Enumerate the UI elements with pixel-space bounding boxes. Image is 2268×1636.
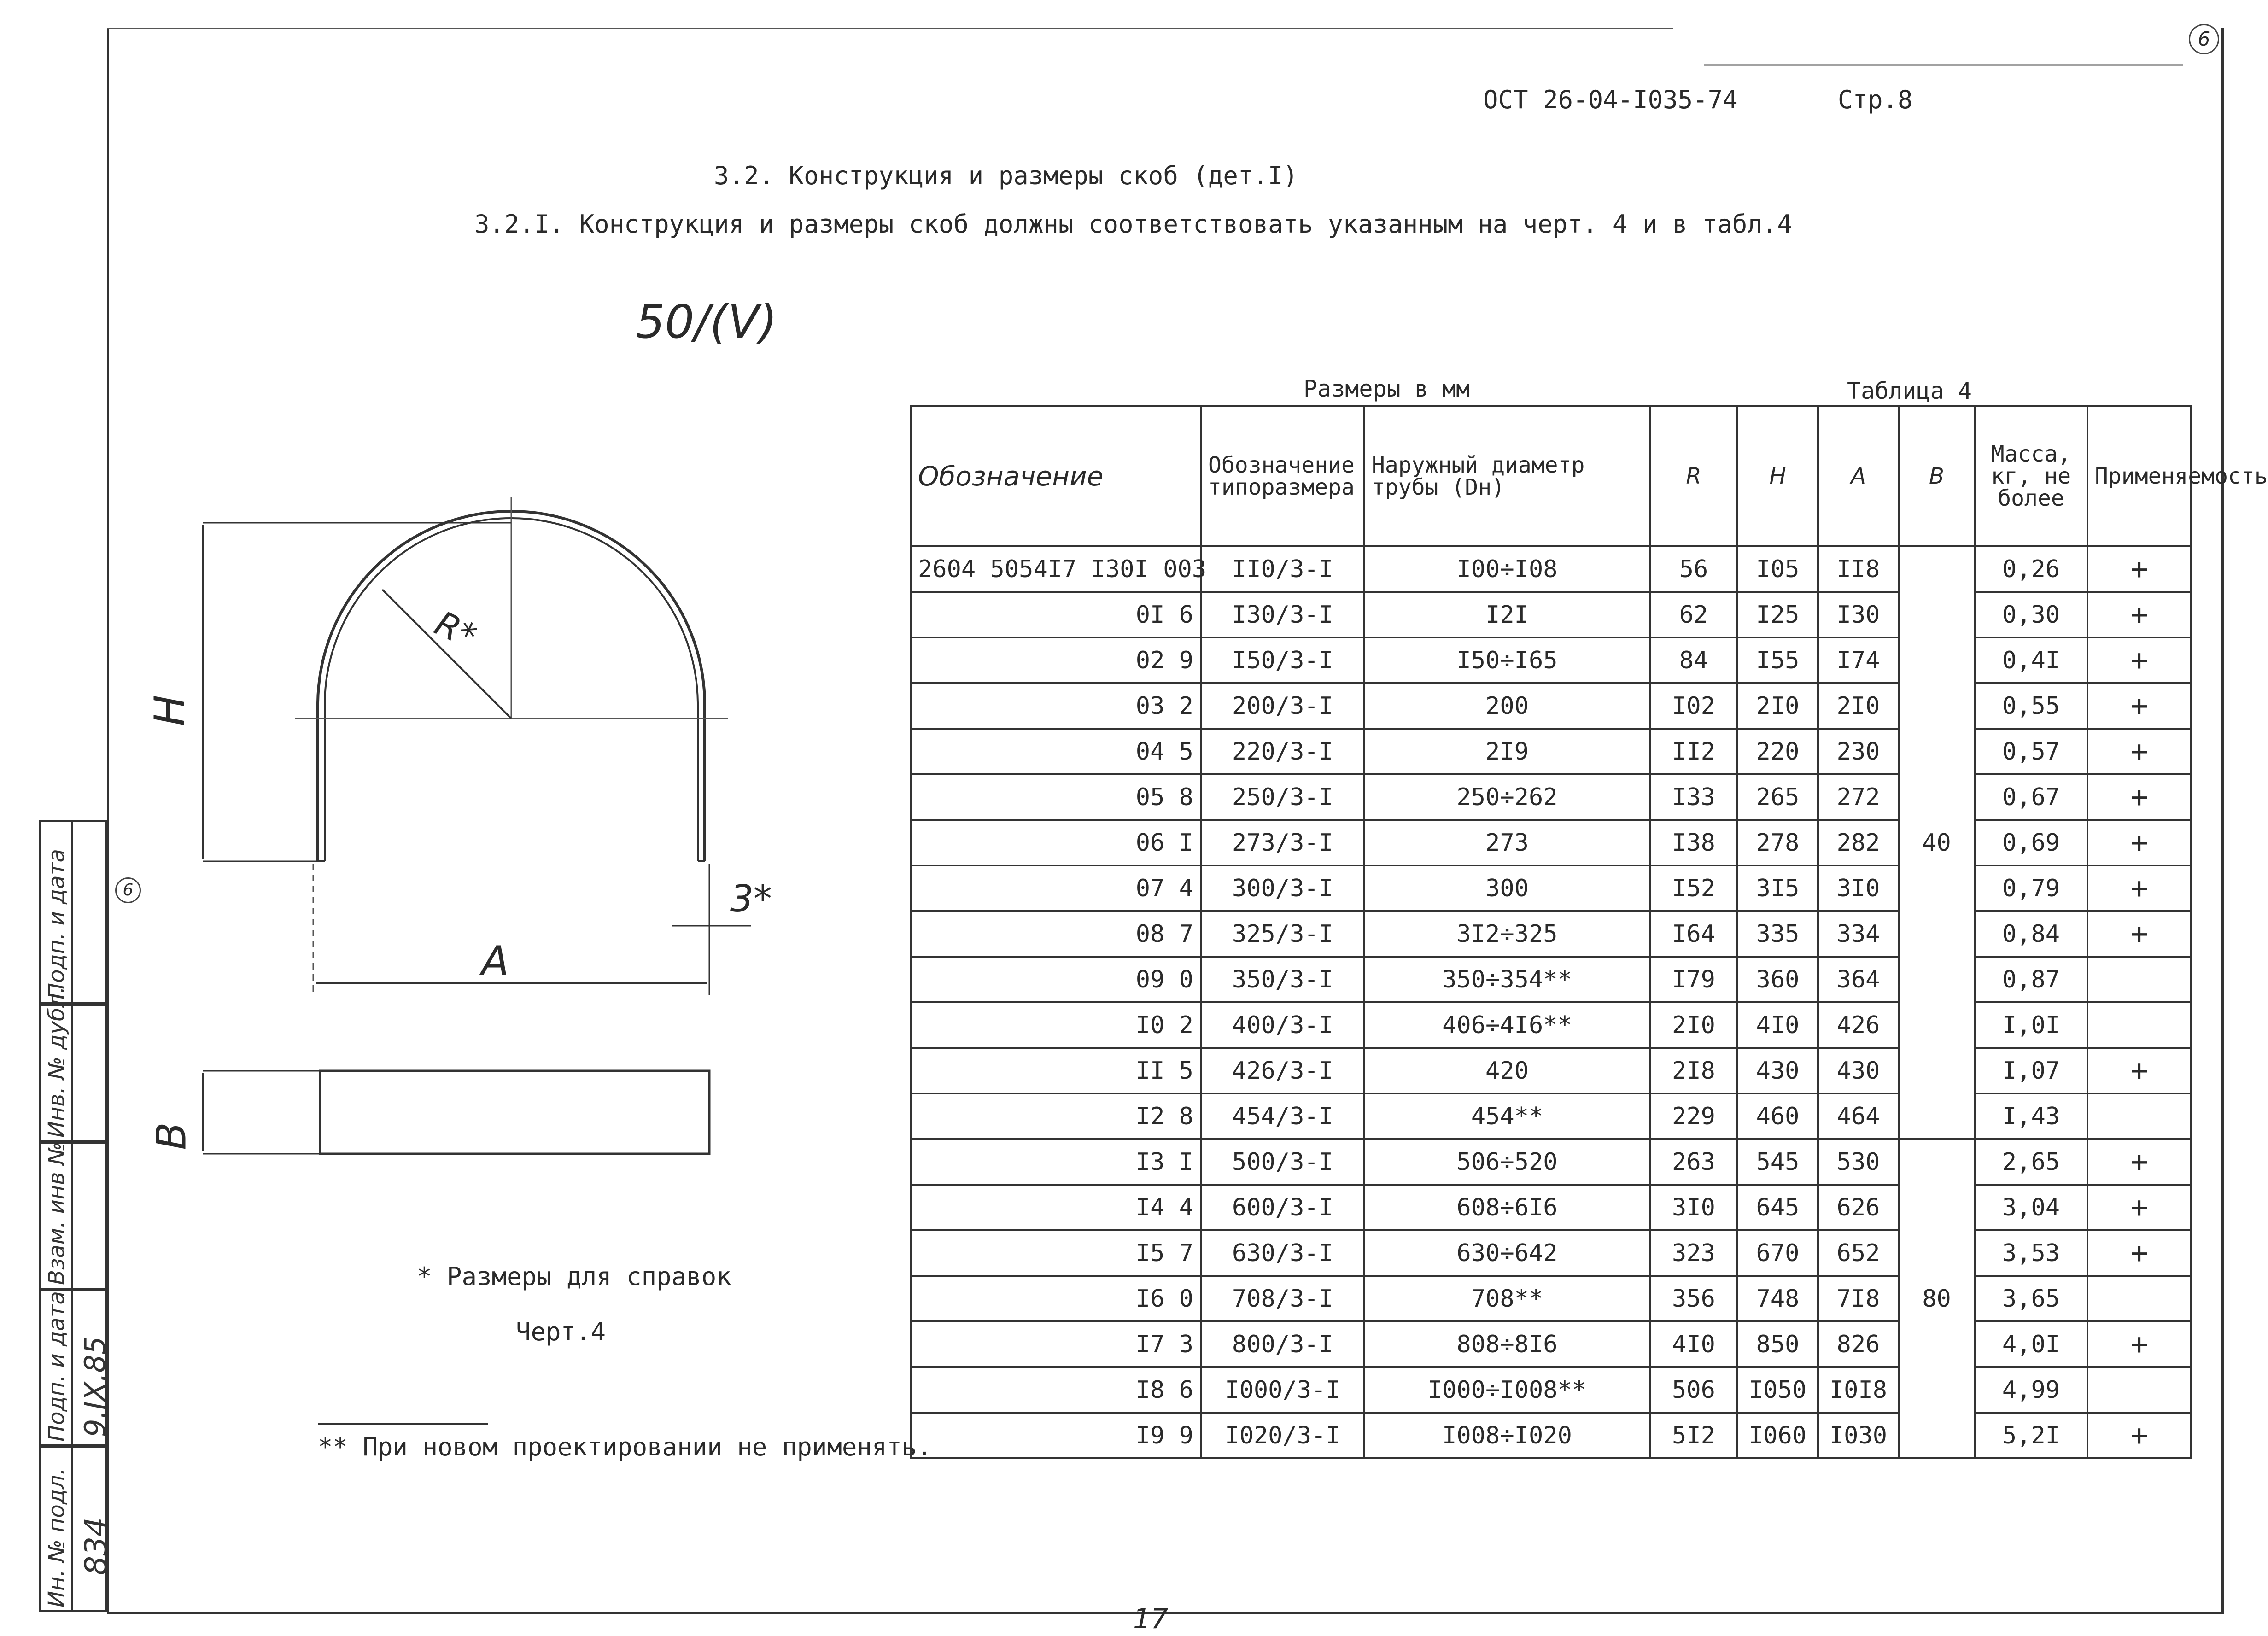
- cell-type: 220/3-I: [1201, 729, 1364, 774]
- table-4: [910, 405, 2268, 1459]
- cell-mass: 0,87: [1975, 957, 2087, 1002]
- cell-R: I33: [1650, 774, 1737, 820]
- cell-H: I25: [1737, 592, 1818, 637]
- cell-mass: 0,69: [1975, 820, 2087, 865]
- col-header-H: H: [1737, 406, 1818, 546]
- table-row: [911, 1276, 2191, 1321]
- cell-R: 506: [1650, 1367, 1737, 1413]
- cell-mass: I,0I: [1975, 1002, 2087, 1048]
- cell-designation: I9 9: [911, 1413, 1201, 1458]
- cell-A: 2I0: [1818, 683, 1899, 729]
- cell-diameter: 420: [1364, 1048, 1650, 1093]
- cell-type: II0/3-I: [1201, 546, 1364, 592]
- cell-H: 645: [1737, 1185, 1818, 1230]
- label-3: 3*: [730, 877, 772, 920]
- cell-usage: +: [2087, 1413, 2191, 1458]
- cell-diameter: 454**: [1364, 1093, 1650, 1139]
- cell-H: I05: [1737, 546, 1818, 592]
- cell-type: 273/3-I: [1201, 820, 1364, 865]
- cell-designation: I2 8: [911, 1093, 1201, 1139]
- cell-mass: 3,65: [1975, 1276, 2087, 1321]
- table-row: [911, 1002, 2191, 1048]
- cell-H: 278: [1737, 820, 1818, 865]
- stamp-label-5: Ин. № подл.: [44, 1468, 70, 1607]
- cell-mass: 2,65: [1975, 1139, 2087, 1185]
- roughness-mark: 50/(V): [636, 295, 777, 349]
- page-frame-top: [107, 28, 1673, 29]
- table-row: [911, 1367, 2191, 1413]
- cell-designation: I7 3: [911, 1321, 1201, 1367]
- col-header-diameter: Наружный диаметр трубы (Dн): [1364, 406, 1650, 546]
- table-row: [911, 637, 2191, 683]
- table-row: [911, 1093, 2191, 1139]
- cell-usage: [2087, 957, 2191, 1002]
- cell-diameter: 2I9: [1364, 729, 1650, 774]
- cell-A: 364: [1818, 957, 1899, 1002]
- cell-diameter: 808÷8I6: [1364, 1321, 1650, 1367]
- cell-H: 3I5: [1737, 865, 1818, 911]
- cell-A: 530: [1818, 1139, 1899, 1185]
- cell-mass: 3,53: [1975, 1230, 2087, 1276]
- cell-type: 300/3-I: [1201, 865, 1364, 911]
- cell-designation: I6 0: [911, 1276, 1201, 1321]
- table-row: [911, 683, 2191, 729]
- table-row: [911, 957, 2191, 1002]
- bracket-drawing: [138, 484, 783, 1174]
- table-row: [911, 820, 2191, 865]
- stamp-label-1: Подп. и дата: [44, 849, 70, 999]
- cell-diameter: 200: [1364, 683, 1650, 729]
- stamp-value-inv: 834: [78, 1517, 114, 1575]
- corner-circled-mark: 6: [2189, 24, 2219, 54]
- cell-usage: +: [2087, 546, 2191, 592]
- cell-mass: 0,84: [1975, 911, 2087, 957]
- cell-H: 460: [1737, 1093, 1818, 1139]
- footnote-star: * Размеры для справок: [417, 1262, 731, 1291]
- stamp-divider: [71, 820, 73, 1612]
- cell-H: 2I0: [1737, 683, 1818, 729]
- col-header-mass: Масса, кг, не более: [1975, 406, 2087, 546]
- cell-usage: +: [2087, 820, 2191, 865]
- cell-diameter: I008÷I020: [1364, 1413, 1650, 1458]
- label-A: A: [481, 937, 509, 985]
- table-row: [911, 1413, 2191, 1458]
- stamp-label-4: Подп. и дата: [44, 1291, 70, 1442]
- cell-usage: [2087, 1276, 2191, 1321]
- table-units: Размеры в мм: [1304, 375, 1470, 402]
- col-header-R: R: [1650, 406, 1737, 546]
- cell-R: 56: [1650, 546, 1737, 592]
- cell-R: 323: [1650, 1230, 1737, 1276]
- bottom-note: ** При новом проектировании не применять.: [318, 1432, 932, 1461]
- cell-mass: 0,30: [1975, 592, 2087, 637]
- cell-diameter: 300: [1364, 865, 1650, 911]
- cell-R: I02: [1650, 683, 1737, 729]
- clause-text: 3.2.I. Конструкция и размеры скоб должны соответствовать указанным на черт. 4 и в табл.4: [474, 210, 1792, 239]
- cell-type: 454/3-I: [1201, 1093, 1364, 1139]
- cell-diameter: 350÷354**: [1364, 957, 1650, 1002]
- cell-A: 282: [1818, 820, 1899, 865]
- cell-A: I030: [1818, 1413, 1899, 1458]
- table-row: [911, 729, 2191, 774]
- crossed-handwritten-note: [1704, 32, 2183, 66]
- cell-H: I55: [1737, 637, 1818, 683]
- cell-H: 335: [1737, 911, 1818, 957]
- cell-usage: +: [2087, 774, 2191, 820]
- cell-H: 850: [1737, 1321, 1818, 1367]
- cell-A: 7I8: [1818, 1276, 1899, 1321]
- cell-type: 350/3-I: [1201, 957, 1364, 1002]
- cell-diameter: I2I: [1364, 592, 1650, 637]
- col-header-usage: Применяемость: [2087, 406, 2191, 546]
- cell-usage: +: [2087, 1185, 2191, 1230]
- label-R: R*: [428, 603, 483, 657]
- drawing-caption: Черт.4: [516, 1317, 606, 1346]
- cell-usage: +: [2087, 1048, 2191, 1093]
- cell-type: I000/3-I: [1201, 1367, 1364, 1413]
- cell-A: 230: [1818, 729, 1899, 774]
- table-row: [911, 592, 2191, 637]
- cell-R: 62: [1650, 592, 1737, 637]
- cell-designation: 03 2: [911, 683, 1201, 729]
- cell-designation: I5 7: [911, 1230, 1201, 1276]
- cell-R: II2: [1650, 729, 1737, 774]
- cell-mass: 0,57: [1975, 729, 2087, 774]
- cell-H: 748: [1737, 1276, 1818, 1321]
- cell-mass: 4,0I: [1975, 1321, 2087, 1367]
- cell-type: I50/3-I: [1201, 637, 1364, 683]
- cell-diameter: 608÷6I6: [1364, 1185, 1650, 1230]
- cell-designation: 0I 6: [911, 592, 1201, 637]
- cell-designation: 2604 5054I7 I30I 003: [911, 546, 1201, 592]
- stamp-value-date: 9.IX.85: [78, 1336, 112, 1437]
- table-row: [911, 1321, 2191, 1367]
- cell-usage: [2087, 1093, 2191, 1139]
- side-view: [320, 1071, 709, 1154]
- cell-type: 325/3-I: [1201, 911, 1364, 957]
- cell-A: 626: [1818, 1185, 1899, 1230]
- section-title: 3.2. Конструкция и размеры скоб (дет.I): [714, 161, 1298, 190]
- cell-R: I79: [1650, 957, 1737, 1002]
- cell-usage: +: [2087, 1139, 2191, 1185]
- stamp-label-3: Взам. инв №: [44, 1142, 70, 1285]
- cell-A: 272: [1818, 774, 1899, 820]
- cell-H: I060: [1737, 1413, 1818, 1458]
- cell-A: 430: [1818, 1048, 1899, 1093]
- cell-mass: 0,55: [1975, 683, 2087, 729]
- cell-diameter: 273: [1364, 820, 1650, 865]
- cell-type: 600/3-I: [1201, 1185, 1364, 1230]
- cell-type: 708/3-I: [1201, 1276, 1364, 1321]
- stamp-circled-mark: 6: [115, 877, 141, 903]
- cell-diameter: 708**: [1364, 1276, 1650, 1321]
- cell-A: 3I0: [1818, 865, 1899, 911]
- cell-H: 545: [1737, 1139, 1818, 1185]
- cell-mass: 3,04: [1975, 1185, 2087, 1230]
- cell-H: 430: [1737, 1048, 1818, 1093]
- cell-designation: 02 9: [911, 637, 1201, 683]
- cell-R: 84: [1650, 637, 1737, 683]
- cell-A: I0I8: [1818, 1367, 1899, 1413]
- cell-R: I38: [1650, 820, 1737, 865]
- cell-H: 265: [1737, 774, 1818, 820]
- cell-usage: [2087, 1367, 2191, 1413]
- cell-usage: +: [2087, 911, 2191, 957]
- cell-designation: I0 2: [911, 1002, 1201, 1048]
- cell-R: 356: [1650, 1276, 1737, 1321]
- cell-type: I30/3-I: [1201, 592, 1364, 637]
- cell-A: 652: [1818, 1230, 1899, 1276]
- table-row: [911, 865, 2191, 911]
- cell-usage: [2087, 1002, 2191, 1048]
- cell-diameter: I50÷I65: [1364, 637, 1650, 683]
- label-B: B: [147, 1122, 195, 1150]
- cell-type: 800/3-I: [1201, 1321, 1364, 1367]
- cell-diameter: I000÷I008**: [1364, 1367, 1650, 1413]
- table-row: [911, 1048, 2191, 1093]
- cell-mass: I,43: [1975, 1093, 2087, 1139]
- cell-usage: +: [2087, 865, 2191, 911]
- cell-diameter: 3I2÷325: [1364, 911, 1650, 957]
- cell-designation: I8 6: [911, 1367, 1201, 1413]
- label-H: H: [146, 695, 194, 726]
- cell-usage: +: [2087, 729, 2191, 774]
- cell-R: 263: [1650, 1139, 1737, 1185]
- cell-H: 220: [1737, 729, 1818, 774]
- cell-type: 500/3-I: [1201, 1139, 1364, 1185]
- cell-usage: +: [2087, 592, 2191, 637]
- table-row: [911, 1230, 2191, 1276]
- cell-mass: 0,67: [1975, 774, 2087, 820]
- cell-mass: 0,26: [1975, 546, 2087, 592]
- cell-usage: +: [2087, 637, 2191, 683]
- cell-designation: 06 I: [911, 820, 1201, 865]
- cell-R: 3I0: [1650, 1185, 1737, 1230]
- table-row: [911, 774, 2191, 820]
- cell-R: 229: [1650, 1093, 1737, 1139]
- cell-mass: 5,2I: [1975, 1413, 2087, 1458]
- table-row: [911, 546, 2191, 592]
- cell-designation: 04 5: [911, 729, 1201, 774]
- table-title: Таблица 4: [1847, 378, 1972, 404]
- cell-R: 2I8: [1650, 1048, 1737, 1093]
- cell-diameter: 506÷520: [1364, 1139, 1650, 1185]
- cell-diameter: I00÷I08: [1364, 546, 1650, 592]
- cell-type: 400/3-I: [1201, 1002, 1364, 1048]
- page-label: Стр.8: [1838, 85, 1913, 114]
- cell-R: 2I0: [1650, 1002, 1737, 1048]
- col-header-designation: Обозначение: [911, 406, 1201, 546]
- cell-mass: 4,99: [1975, 1367, 2087, 1413]
- cell-H: 4I0: [1737, 1002, 1818, 1048]
- cell-B: 80: [1899, 1139, 1975, 1458]
- cell-type: 200/3-I: [1201, 683, 1364, 729]
- page-number-hand: 17: [1133, 1603, 1169, 1635]
- cell-R: I52: [1650, 865, 1737, 911]
- cell-mass: I,07: [1975, 1048, 2087, 1093]
- cell-designation: I4 4: [911, 1185, 1201, 1230]
- cell-H: 670: [1737, 1230, 1818, 1276]
- table-row: [911, 1139, 2191, 1185]
- cell-type: 250/3-I: [1201, 774, 1364, 820]
- cell-designation: 08 7: [911, 911, 1201, 957]
- cell-mass: 0,4I: [1975, 637, 2087, 683]
- cell-H: 360: [1737, 957, 1818, 1002]
- cell-designation: 05 8: [911, 774, 1201, 820]
- cell-A: 426: [1818, 1002, 1899, 1048]
- cell-A: I30: [1818, 592, 1899, 637]
- note-rule: [318, 1423, 488, 1425]
- cell-R: 4I0: [1650, 1321, 1737, 1367]
- cell-type: I020/3-I: [1201, 1413, 1364, 1458]
- col-header-B: B: [1899, 406, 1975, 546]
- cell-type: 630/3-I: [1201, 1230, 1364, 1276]
- cell-type: 426/3-I: [1201, 1048, 1364, 1093]
- cell-designation: II 5: [911, 1048, 1201, 1093]
- cell-diameter: 250÷262: [1364, 774, 1650, 820]
- cell-mass: 0,79: [1975, 865, 2087, 911]
- table-row: [911, 1185, 2191, 1230]
- cell-A: 826: [1818, 1321, 1899, 1367]
- cell-B: 40: [1899, 546, 1975, 1139]
- col-header-A: A: [1818, 406, 1899, 546]
- col-header-type: Обозначение типоразмера: [1201, 406, 1364, 546]
- cell-R: 5I2: [1650, 1413, 1737, 1458]
- cell-A: 334: [1818, 911, 1899, 957]
- stamp-label-2: Инв. № дубл.: [44, 986, 70, 1138]
- cell-designation: 09 0: [911, 957, 1201, 1002]
- table-header-row: [911, 406, 2191, 546]
- table-row: [911, 911, 2191, 957]
- cell-diameter: 406÷4I6**: [1364, 1002, 1650, 1048]
- cell-usage: +: [2087, 1321, 2191, 1367]
- cell-A: 464: [1818, 1093, 1899, 1139]
- cell-usage: +: [2087, 1230, 2191, 1276]
- cell-usage: +: [2087, 683, 2191, 729]
- doc-number: ОСТ 26-04-I035-74: [1483, 85, 1738, 114]
- cell-diameter: 630÷642: [1364, 1230, 1650, 1276]
- cell-H: I050: [1737, 1367, 1818, 1413]
- cell-A: I74: [1818, 637, 1899, 683]
- cell-R: I64: [1650, 911, 1737, 957]
- cell-A: II8: [1818, 546, 1899, 592]
- cell-designation: I3 I: [911, 1139, 1201, 1185]
- cell-designation: 07 4: [911, 865, 1201, 911]
